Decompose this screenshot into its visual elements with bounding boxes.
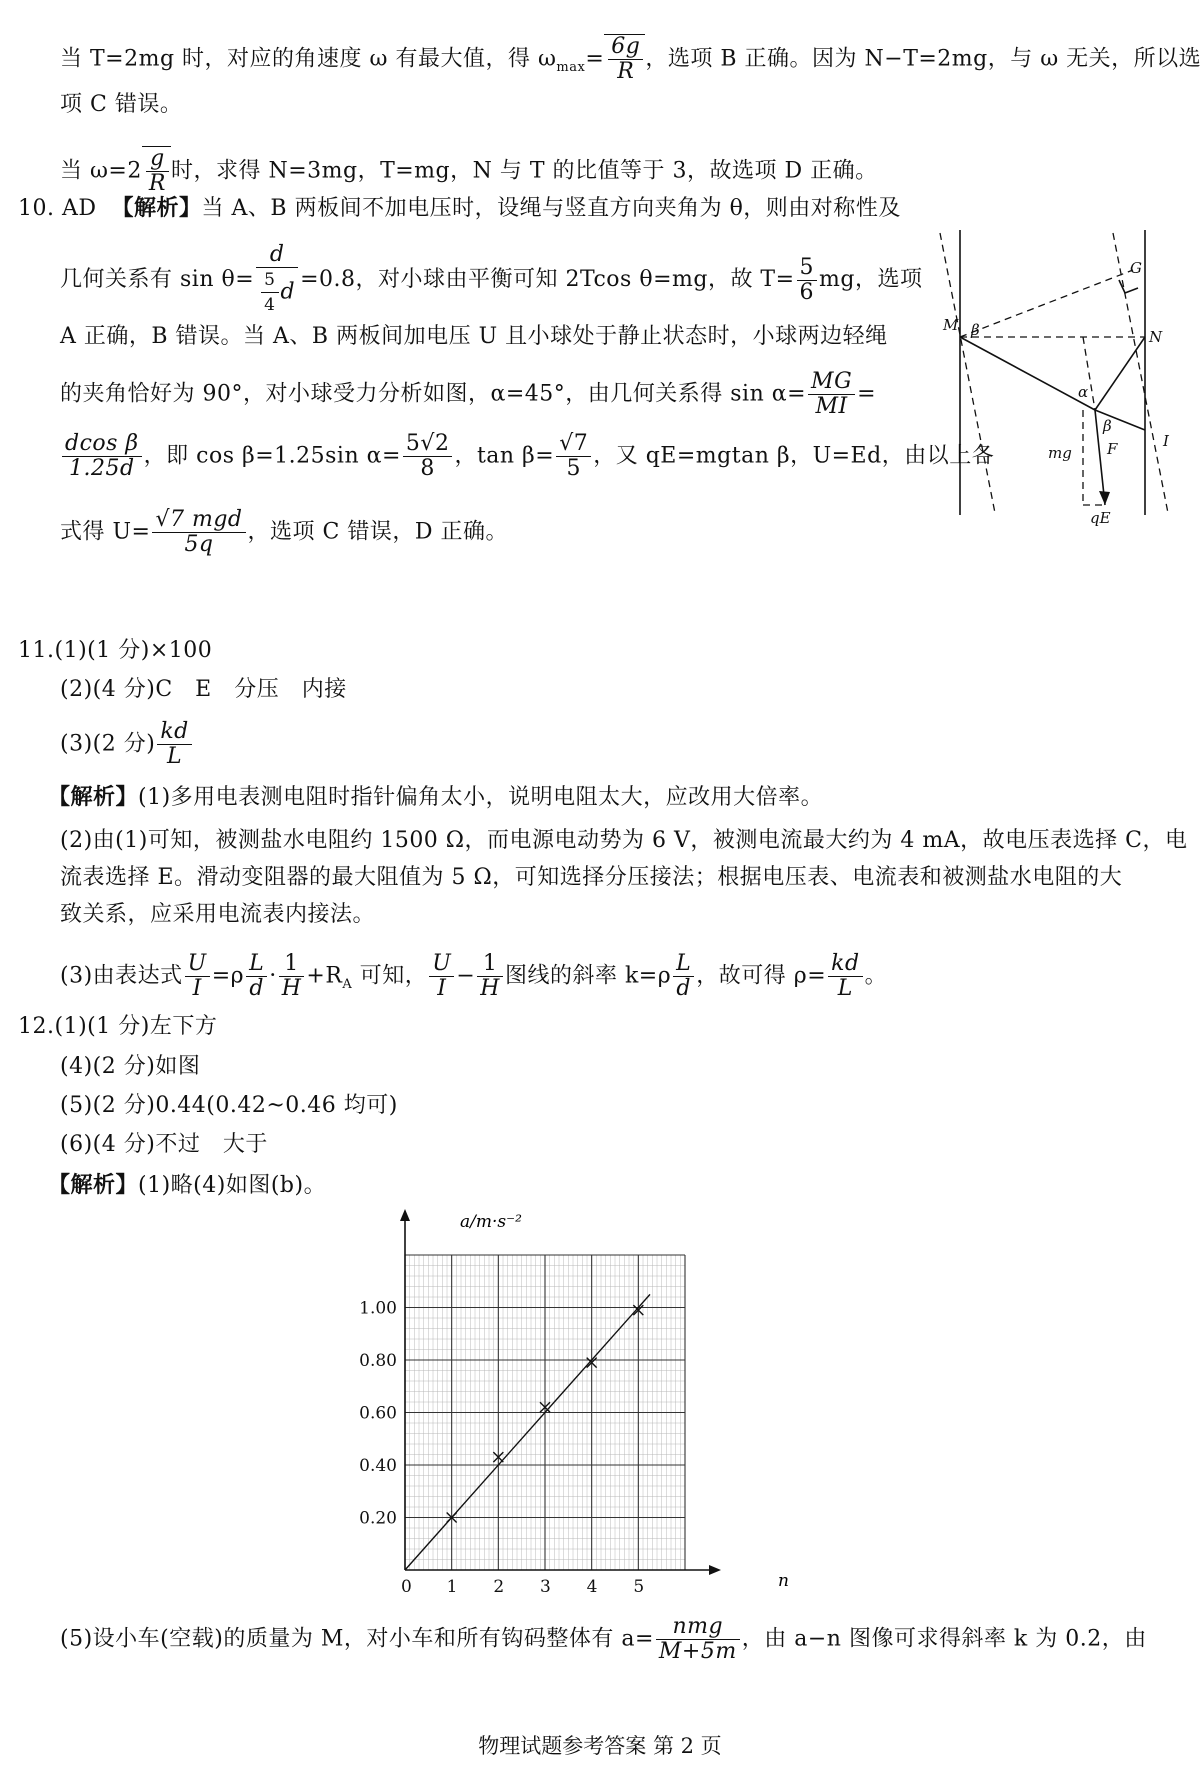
y-tick-label: 0.20 (359, 1508, 397, 1529)
chart-y-axis-label: a/m·s⁻² (460, 1212, 522, 1232)
diagram-label-M: M (943, 316, 959, 334)
q10-line-4: 的夹角恰好为 90°，对小球受力分析如图，α=45°，由几何关系得 sin α= $\frac{MG}{MI}$ = (60, 369, 877, 419)
q12-answer-5: (5)(2 分)0.44(0.42~0.46 均可) (60, 1093, 398, 1118)
diagram-label-alpha: α (1078, 383, 1089, 401)
x-tick-label: 1 (446, 1577, 458, 1597)
q9-line-1: 当 T=2mg 时，对应的角速度 ω 有最大值，得 $\omega_{max}=$ $\frac{6g}{R}$ ，选项 B 正确。因为 N−T=2mg，与 ω 无关，所以选 (60, 34, 1201, 84)
x-tick-label: 5 (633, 1577, 645, 1597)
q12-answer-6: (6)(4 分)不过 大于 (60, 1132, 268, 1157)
diagram-label-beta: β (1103, 417, 1112, 435)
diagram-label-beta-top: β (971, 321, 980, 339)
y-tick-label: 0.60 (359, 1403, 397, 1424)
y-tick-label: 0.80 (359, 1351, 397, 1371)
diagram-label-mg: mg (1048, 444, 1072, 462)
diagram-label-G: G (1130, 259, 1142, 277)
x-tick-label: 4 (586, 1577, 598, 1597)
q12-answer-4: (4)(2 分)如图 (60, 1054, 201, 1079)
q10-line-1: 10. AD 【解析】当 A、B 两板间不加电压时，设绳与竖直方向夹角为 θ，则由对称性及 (18, 195, 901, 221)
diagram-label-N: N (1149, 328, 1163, 346)
q11-explain-1: 【解析】(1)多用电表测电阻时指针偏角太小，说明电阻太大，应改用大倍率。 (48, 784, 824, 810)
q12-explain-5: (5)设小车(空载)的质量为 M，对小车和所有钩码整体有 a= $\frac{\text{nmg}}{M+5m}$ ，由 a−n 图像可求得斜率 k 为 0.2，由 (60, 1614, 1147, 1664)
chart-tick-labels (359, 1299, 644, 1598)
q9-line-2: 项 C 错误。 (60, 92, 183, 117)
diagram-label-I: I (1163, 432, 1169, 450)
q10-line-6: 式得 U= $\frac{\text{√7 mgd}}{5q}$ ，选项 C 错误，D 正确。 (60, 507, 508, 557)
q11-explain-2: (2)由(1)可知，被测盐水电阻约 1500 Ω，而电源电动势为 6 V，被测电流最大约为 4 mA，故电压表选择 C，电 (60, 828, 1188, 853)
x-tick-label: 0 (401, 1577, 412, 1597)
diagram-label-F: F (1107, 440, 1118, 458)
fit-line (405, 1294, 650, 1570)
page-footer: 物理试题参考答案 第 2 页 (478, 1734, 722, 1758)
chart-fit-line (405, 1294, 650, 1570)
diagram-label-qE: qE (1090, 509, 1111, 527)
q10-line-3: A 正确，B 错误。当 A、B 两板间加电压 U 且小球处于静止状态时，小球两边轻绳 (60, 324, 888, 349)
q11-explain-5: (3)由表达式 $\frac{U}{I}$ =ρ $\frac{L}{d}$ · $\frac{1}{H}$ $+R_A$ 可知， $\frac{U}{I}$ − $\frac{1}{H}$ 图线的斜率 k=ρ $\frac{L}{d}$ ，故可得 ρ= $\frac{kd}{L}$ 。 (60, 951, 888, 1001)
q12-explain-1: 【解析】(1)略(4)如图(b)。 (48, 1172, 327, 1198)
y-axis-arrow (400, 1209, 410, 1221)
sqrt-6g-over-R: $\frac{6g}{R}$ (604, 34, 645, 84)
x-tick-label: 2 (493, 1577, 505, 1597)
x-tick-label: 3 (540, 1577, 551, 1597)
q9-line-3: 当 ω=2 $\frac{g}{R}$ 时，求得 N=3mg，T=mg，N 与 T 的比值等于 3，故选项 D 正确。 (60, 146, 878, 196)
a-n-chart (359, 1205, 830, 1597)
q12-answer-1: 12.(1)(1 分)左下方 (18, 1014, 218, 1039)
x-axis-arrow (709, 1565, 721, 1575)
q11-answer-3: (3)(2 分) $\frac{kd}{L}$ (60, 720, 194, 769)
q10-line-2: 几何关系有 sin θ= d $\frac{5}{4}$ d =0.8，对小球由平衡可知 2Tcos θ=mg，故 T= $\frac{5}{6}$ mg，选项 (60, 242, 923, 315)
q11-explain-3: 流表选择 E。滑动变阻器的最大阻值为 5 Ω，可知选择分压接法；根据电压表、电流表和被测盐水电阻的大 (60, 865, 1123, 890)
q10-line-5: $\frac{\text{dcos β}}{1.25d}$ ，即 cos β=1.25sin α= $\frac{5√2}{8}$ ，tan β= $\frac{√7}{5}$ ，又 qE=mgtan β，U=Ed，由以上各 (60, 432, 994, 481)
q11-answer-1: 11.(1)(1 分)×100 (18, 638, 213, 663)
y-tick-label: 1.00 (359, 1298, 397, 1319)
q11-answer-2: (2)(4 分)C E 分压 内接 (60, 677, 347, 702)
q11-explain-4: 致关系，应采用电流表内接法。 (60, 902, 376, 927)
chart-x-axis-label: n (778, 1571, 789, 1591)
y-tick-label: 0.40 (359, 1456, 397, 1476)
q10-force-diagram (935, 225, 1180, 525)
